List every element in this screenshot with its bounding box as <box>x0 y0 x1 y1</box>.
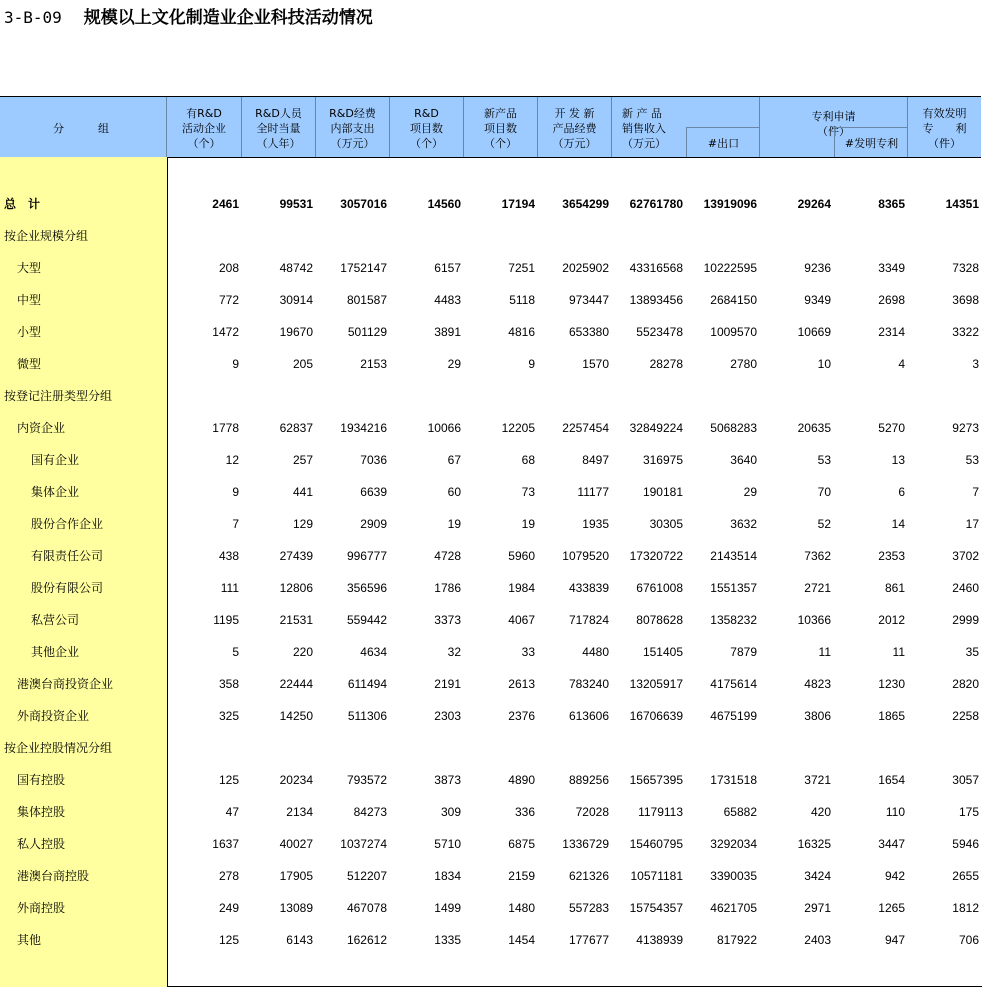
table-cell: 316975 <box>642 453 683 467</box>
table-cell: 47 <box>225 805 239 819</box>
table-cell: 613606 <box>568 709 609 723</box>
table-cell: 20635 <box>797 421 831 435</box>
table-cell: 5946 <box>952 837 979 851</box>
table-row <box>0 252 982 284</box>
header-col-invention-patents: #发明专利 <box>834 127 908 157</box>
header-col-export: #出口 <box>686 127 760 157</box>
table-cell: 2684150 <box>710 293 757 307</box>
table-cell: 17320722 <box>629 549 683 563</box>
row-label: 私营公司 <box>31 613 80 627</box>
table-row <box>0 380 982 412</box>
table-cell: 10571181 <box>630 869 683 883</box>
table-cell: 11 <box>818 645 831 659</box>
table-cell: 2153 <box>360 357 387 371</box>
table-cell: 4067 <box>508 613 535 627</box>
table-cell: 2780 <box>730 357 757 371</box>
table-cell: 68 <box>521 453 535 467</box>
table-cell: 1935 <box>582 517 609 531</box>
table-cell: 177677 <box>568 933 609 947</box>
table-cell: 4634 <box>360 645 387 659</box>
table-cell: 501129 <box>347 325 387 339</box>
table-cell: 7328 <box>952 261 979 275</box>
table-row <box>0 220 982 252</box>
table-cell: 73 <box>521 485 535 499</box>
page-title <box>4 6 373 30</box>
table-cell: 7 <box>232 517 239 531</box>
table-cell: 3390035 <box>710 869 757 883</box>
table-cell: 53 <box>817 453 831 467</box>
row-label: 股份有限公司 <box>31 581 104 595</box>
table-cell: 4728 <box>434 549 461 563</box>
row-label: 集体控股 <box>17 805 66 819</box>
table-cell: 208 <box>218 261 239 275</box>
table-cell: 5068283 <box>710 421 757 435</box>
table-row <box>0 764 982 796</box>
table-cell: 5 <box>232 645 239 659</box>
header-col-rd-personnel: R&D人员 全时当量 （人年） <box>242 97 316 157</box>
table-cell: 1230 <box>878 677 905 691</box>
table-cell: 1654 <box>878 773 905 787</box>
table-row <box>0 860 982 892</box>
table-cell: 1752147 <box>340 261 387 275</box>
table-cell: 30305 <box>649 517 683 531</box>
table-cell: 3806 <box>804 709 831 723</box>
table-row <box>0 636 982 668</box>
table-cell: 10669 <box>797 325 831 339</box>
table-cell: 4480 <box>582 645 609 659</box>
table-cell: 2012 <box>878 613 905 627</box>
table-cell: 9 <box>528 357 535 371</box>
table-cell: 1731518 <box>710 773 757 787</box>
row-label: 小型 <box>17 325 42 339</box>
header-col-rd-expenditure: R&D经费 内部支出 （万元） <box>316 97 390 157</box>
header-col-patent-applications: 专利申请 （件） <box>760 97 908 157</box>
table-cell: 1865 <box>878 709 905 723</box>
table-cell: 110 <box>885 805 905 819</box>
table-cell: 6639 <box>360 485 387 499</box>
table-cell: 653380 <box>568 325 609 339</box>
table-row <box>0 828 982 860</box>
table-cell: 2698 <box>878 293 905 307</box>
table-cell: 52 <box>817 517 831 531</box>
table-cell: 2376 <box>508 709 535 723</box>
table-cell: 6 <box>898 485 905 499</box>
table-cell: 511306 <box>347 709 387 723</box>
table-cell: 12205 <box>501 421 535 435</box>
table-cell: 9349 <box>804 293 831 307</box>
table-cell: 4890 <box>508 773 535 787</box>
table-cell: 15657395 <box>629 773 683 787</box>
table-cell: 5710 <box>434 837 461 851</box>
table-row <box>0 892 982 924</box>
table-cell: 62761780 <box>629 197 683 211</box>
table-cell: 433839 <box>568 581 609 595</box>
table-cell: 2134 <box>286 805 313 819</box>
table-cell: 257 <box>292 453 313 467</box>
table-cell: 48742 <box>279 261 313 275</box>
table-cell: 2999 <box>952 613 979 627</box>
table-cell: 151405 <box>642 645 683 659</box>
table-cell: 3702 <box>952 549 979 563</box>
row-label: 私人控股 <box>17 837 66 851</box>
table-row <box>0 668 982 700</box>
table-cell: 2460 <box>952 581 979 595</box>
row-label: 中型 <box>17 293 42 307</box>
table-row <box>0 924 982 956</box>
table-row <box>0 732 982 764</box>
table-cell: 5270 <box>878 421 905 435</box>
table-cell: 205 <box>292 357 313 371</box>
table-cell: 13919096 <box>703 197 757 211</box>
row-label: 微型 <box>17 357 42 371</box>
table-cell: 65882 <box>723 805 757 819</box>
table-cell: 10 <box>817 357 831 371</box>
table-cell: 15754357 <box>629 901 683 915</box>
table-cell: 1812 <box>952 901 979 915</box>
table-cell: 111 <box>220 581 239 595</box>
table-cell: 4823 <box>804 677 831 691</box>
table-cell: 4138939 <box>636 933 683 947</box>
table-cell: 1079520 <box>562 549 609 563</box>
table-cell: 2303 <box>434 709 461 723</box>
table-cell: 559442 <box>346 613 387 627</box>
table-cell: 947 <box>884 933 905 947</box>
table-cell: 3891 <box>434 325 461 339</box>
table-row <box>0 348 982 380</box>
table-cell: 32849224 <box>629 421 683 435</box>
table-cell: 1480 <box>508 901 535 915</box>
table-cell: 973447 <box>568 293 609 307</box>
table-cell: 2613 <box>508 677 535 691</box>
row-label: 外商投资企业 <box>17 709 90 723</box>
table-cell: 3349 <box>878 261 905 275</box>
table-cell: 13893456 <box>629 293 683 307</box>
table-row <box>0 412 982 444</box>
table-cell: 420 <box>810 805 831 819</box>
table-cell: 99531 <box>279 197 313 211</box>
table-cell: 12 <box>225 453 239 467</box>
table-cell: 1570 <box>582 357 609 371</box>
table-cell: 2403 <box>804 933 831 947</box>
table-cell: 4 <box>898 357 905 371</box>
table-cell: 512207 <box>346 869 387 883</box>
table-row <box>0 796 982 828</box>
table-cell: 793572 <box>346 773 387 787</box>
table-cell: 621326 <box>568 869 609 883</box>
row-label: 国有企业 <box>31 453 80 467</box>
table-cell: 6157 <box>434 261 461 275</box>
table-cell: 1195 <box>213 613 239 627</box>
table-cell: 9273 <box>952 421 979 435</box>
table-cell: 2461 <box>212 197 239 211</box>
table-cell: 10066 <box>427 421 461 435</box>
table-cell: 5523478 <box>636 325 683 339</box>
table-cell: 14560 <box>427 197 461 211</box>
table-cell: 4675199 <box>710 709 757 723</box>
table-cell: 1778 <box>212 421 239 435</box>
table-code: 3-B-09 <box>4 8 62 27</box>
table-cell: 62837 <box>279 421 313 435</box>
table-cell: 40027 <box>279 837 313 851</box>
table-cell: 7251 <box>508 261 535 275</box>
row-label: 外商控股 <box>17 901 66 915</box>
table-cell: 9236 <box>804 261 831 275</box>
table-header <box>0 96 981 158</box>
table-cell: 4483 <box>434 293 461 307</box>
table-cell: 14351 <box>945 197 979 211</box>
header-col-rd-enterprises: 有R&D 活动企业 （个） <box>167 97 242 157</box>
table-cell: 15460795 <box>629 837 683 851</box>
table-row <box>0 540 982 572</box>
table-cell: 336 <box>514 805 535 819</box>
table-cell: 67 <box>447 453 461 467</box>
table-cell: 1358232 <box>710 613 757 627</box>
table-cell: 3322 <box>952 325 979 339</box>
row-label: 其他 <box>17 933 42 947</box>
row-label: 按企业规模分组 <box>4 229 89 243</box>
table-cell: 3640 <box>730 453 757 467</box>
table-cell: 278 <box>218 869 239 883</box>
row-label: 集体企业 <box>31 485 80 499</box>
table-cell: 21531 <box>279 613 313 627</box>
table-cell: 557283 <box>568 901 609 915</box>
table-cell: 1009570 <box>710 325 757 339</box>
table-row <box>0 604 982 636</box>
table-cell: 10366 <box>797 613 831 627</box>
table-cell: 11 <box>892 645 905 659</box>
table-cell: 5118 <box>509 293 535 307</box>
row-label: 股份合作企业 <box>31 517 104 531</box>
table-row <box>0 572 982 604</box>
table-cell: 7879 <box>730 645 757 659</box>
table-cell: 8497 <box>582 453 609 467</box>
table-cell: 6761008 <box>636 581 683 595</box>
table-cell: 2258 <box>952 709 979 723</box>
table-cell: 2353 <box>878 549 905 563</box>
table-cell: 11177 <box>577 485 609 499</box>
table-cell: 190181 <box>642 485 683 499</box>
table-cell: 2257454 <box>562 421 609 435</box>
table-cell: 20234 <box>279 773 313 787</box>
table-cell: 129 <box>292 517 313 531</box>
table-cell: 706 <box>958 933 979 947</box>
table-cell: 2159 <box>508 869 535 883</box>
table-cell: 2143514 <box>710 549 757 563</box>
table-cell: 53 <box>965 453 979 467</box>
table-cell: 19670 <box>279 325 313 339</box>
table-cell: 125 <box>218 933 239 947</box>
table-cell: 9 <box>232 357 239 371</box>
table-cell: 13089 <box>279 901 313 915</box>
table-cell: 43316568 <box>629 261 683 275</box>
header-col-rd-projects: R&D 项目数 （个） <box>390 97 464 157</box>
table-cell: 861 <box>884 581 905 595</box>
table-cell: 220 <box>292 645 313 659</box>
table-cell: 2191 <box>434 677 461 691</box>
table-cell: 60 <box>447 485 461 499</box>
table-cell: 14250 <box>279 709 313 723</box>
table-cell: 16706639 <box>629 709 683 723</box>
table-cell: 30914 <box>279 293 313 307</box>
table-cell: 467078 <box>346 901 387 915</box>
table-cell: 942 <box>884 869 905 883</box>
row-label: 港澳台商控股 <box>17 869 90 883</box>
table-cell: 1336729 <box>562 837 609 851</box>
row-label: 港澳台商投资企业 <box>17 677 114 691</box>
table-cell: 249 <box>218 901 239 915</box>
table-cell: 356596 <box>346 581 387 595</box>
table-cell: 17194 <box>501 197 535 211</box>
table-cell: 996777 <box>346 549 387 563</box>
table-cell: 7362 <box>804 549 831 563</box>
table-cell: 717824 <box>568 613 609 627</box>
row-label: 按登记注册类型分组 <box>4 389 113 403</box>
table-cell: 1037274 <box>340 837 387 851</box>
table-row <box>0 316 982 348</box>
table-cell: 1265 <box>878 901 905 915</box>
table-cell: 7 <box>972 485 979 499</box>
row-label: 大型 <box>17 261 42 275</box>
table-cell: 3654299 <box>562 197 609 211</box>
table-cell: 1551357 <box>710 581 757 595</box>
table-cell: 1934216 <box>340 421 387 435</box>
table-cell: 6143 <box>286 933 313 947</box>
table-bottom-border <box>167 986 982 987</box>
table-cell: 2025902 <box>562 261 609 275</box>
table-cell: 2314 <box>878 325 905 339</box>
table-cell: 2721 <box>804 581 831 595</box>
table-row <box>0 700 982 732</box>
table-cell: 309 <box>440 805 461 819</box>
table-cell: 175 <box>958 805 979 819</box>
table-cell: 3292034 <box>710 837 757 851</box>
table-cell: 32 <box>447 645 461 659</box>
table-cell: 3057016 <box>340 197 387 211</box>
table-cell: 801587 <box>346 293 387 307</box>
table-cell: 125 <box>218 773 239 787</box>
table-cell: 10222595 <box>703 261 757 275</box>
table-cell: 35 <box>965 645 979 659</box>
table-cell: 2655 <box>952 869 979 883</box>
table-cell: 1834 <box>434 869 461 883</box>
table-cell: 14 <box>891 517 905 531</box>
table-cell: 3721 <box>804 773 831 787</box>
row-label: 国有控股 <box>17 773 66 787</box>
table-cell: 13205917 <box>629 677 683 691</box>
table-cell: 16325 <box>797 837 831 851</box>
table-cell: 325 <box>218 709 239 723</box>
table-cell: 611494 <box>347 677 387 691</box>
table-cell: 4621705 <box>710 901 757 915</box>
table-cell: 3424 <box>804 869 831 883</box>
header-group: 分 组 <box>0 97 167 157</box>
table-cell: 2971 <box>804 901 831 915</box>
table-cell: 3057 <box>952 773 979 787</box>
header-col-new-product-funds: 开 发 新 产品经费 （万元） <box>538 97 612 157</box>
table-cell: 3698 <box>952 293 979 307</box>
row-label: 内资企业 <box>17 421 66 435</box>
table-cell: 17 <box>965 517 979 531</box>
table-cell: 33 <box>521 645 535 659</box>
header-col-new-product-projects: 新产品 项目数 （个） <box>464 97 538 157</box>
table-title: 规模以上文化制造业企业科技活动情况 <box>83 8 373 28</box>
table-cell: 3373 <box>434 613 461 627</box>
table-cell: 2909 <box>360 517 387 531</box>
table-cell: 817922 <box>716 933 757 947</box>
table-cell: 783240 <box>568 677 609 691</box>
table-cell: 8365 <box>878 197 905 211</box>
table-cell: 1984 <box>508 581 535 595</box>
table-cell: 72028 <box>575 805 609 819</box>
table-cell: 1637 <box>212 837 239 851</box>
table-row <box>0 476 982 508</box>
table-cell: 29264 <box>797 197 831 211</box>
header-col-new-product-sales: 新 产 品 销售收入 （万元） <box>612 97 760 157</box>
table-cell: 19 <box>521 517 535 531</box>
table-cell: 1179113 <box>638 805 683 819</box>
table-cell: 6875 <box>508 837 535 851</box>
table-cell: 1335 <box>434 933 461 947</box>
table-cell: 772 <box>218 293 239 307</box>
table-row <box>0 444 982 476</box>
row-label: 总 计 <box>4 197 41 211</box>
table-cell: 438 <box>218 549 239 563</box>
table-cell: 162612 <box>346 933 387 947</box>
table-cell: 2820 <box>952 677 979 691</box>
table-row <box>0 188 982 220</box>
table-cell: 1499 <box>434 901 461 915</box>
table-cell: 22444 <box>279 677 313 691</box>
table-cell: 19 <box>447 517 461 531</box>
table-cell: 9 <box>232 485 239 499</box>
table-cell: 12806 <box>279 581 313 595</box>
table-cell: 27439 <box>279 549 313 563</box>
table-cell: 4175614 <box>710 677 757 691</box>
table-cell: 441 <box>292 485 313 499</box>
table-cell: 8078628 <box>636 613 683 627</box>
row-label: 按企业控股情况分组 <box>4 741 113 755</box>
table-cell: 3873 <box>434 773 461 787</box>
table-cell: 3 <box>972 357 979 371</box>
table-cell: 70 <box>817 485 831 499</box>
table-cell: 5960 <box>508 549 535 563</box>
table-cell: 889256 <box>568 773 609 787</box>
table-cell: 1786 <box>434 581 461 595</box>
table-cell: 7036 <box>360 453 387 467</box>
table-cell: 1472 <box>212 325 239 339</box>
table-cell: 1454 <box>508 933 535 947</box>
header-col-valid-invention-patents: 有效发明 专 利 （件） <box>922 106 967 150</box>
table-cell: 3632 <box>730 517 757 531</box>
table-cell: 4816 <box>508 325 535 339</box>
table-row <box>0 284 982 316</box>
table-cell: 28278 <box>649 357 683 371</box>
table-cell: 13 <box>891 453 905 467</box>
table-cell: 29 <box>447 357 461 371</box>
table-cell: 358 <box>218 677 239 691</box>
row-label: 其他企业 <box>31 645 80 659</box>
table-cell: 84273 <box>353 805 387 819</box>
row-label: 有限责任公司 <box>31 549 104 563</box>
table-row <box>0 508 982 540</box>
table-cell: 3447 <box>878 837 905 851</box>
table-cell: 17905 <box>279 869 313 883</box>
table-cell: 29 <box>743 485 757 499</box>
